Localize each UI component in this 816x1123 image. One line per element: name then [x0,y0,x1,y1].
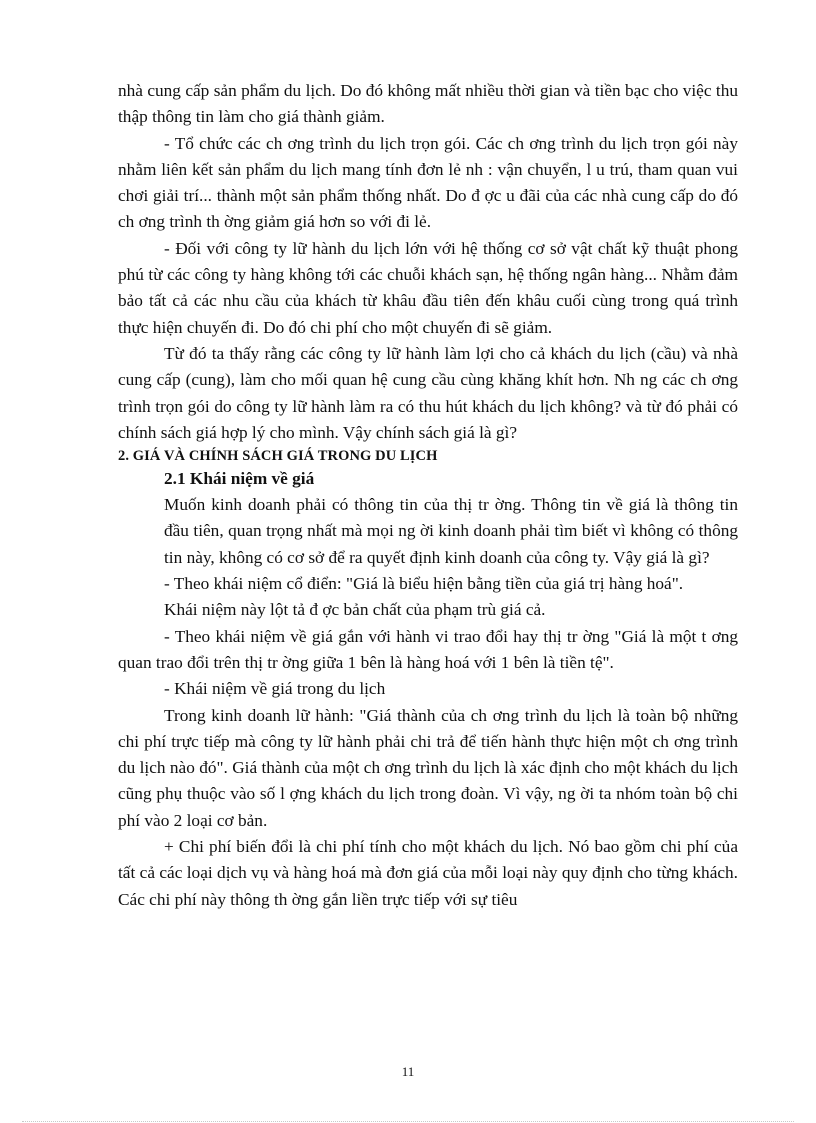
paragraph-tour-operation: Trong kinh doanh lữ hành: "Giá thành của ch ơng trình du lịch là toàn bộ những chi phí trực tiếp mà công ty lữ hành phải chi trả để tiến hành thực hiện một ch ơng trình du lịch nào đó". Giá thành của một ch ơng trình du lịch là xác định cho một khách du lịch cũng phụ thuộc vào số l ợng khách du lịch trong đoàn. Vì vậy, ng ời ta nhóm toàn bộ chi phí vào 2 loại cơ bản. [118,705,738,830]
section-heading: 2. GIÁ VÀ CHÍNH SÁCH GIÁ TRONG DU LỊCH [118,448,438,465]
paragraph-package-tours: - Tổ chức các ch ơng trình du lịch trọn gói. Các ch ơng trình du lịch trọn gói này nhằm liên kết sản phẩm du lịch mang tính đơn lẻ nh : vận chuyển, l u trú, tham quan vui chơi giải trí... thành một sản phẩm thống nhất. Do đ ợc u đãi của các nhà cung cấp do đó ch ơng trình th ờng giảm giá hơn so với đi lẻ. [118,133,738,232]
page-number: 11 [401,1064,415,1079]
paragraph-exchange-definition: - Theo khái niệm về giá gắn với hành vi trao đổi hay thị tr ờng "Giá là một t ơng quan trao đổi trên thị tr ờng giữa 1 bên là hàng hoá với 1 bên là tiền tệ". [118,626,738,672]
paragraph-continuation: nhà cung cấp sản phẩm du lịch. Do đó không mất nhiều thời gian và tiền bạc cho việc thu thập thông tin làm cho giá thành giảm. [118,81,738,127]
subsection-heading: 2.1 Khái niệm về giá [164,469,315,489]
paragraph-tourism-definition: - Khái niệm về giá trong du lịch [164,679,386,699]
paragraph-large-companies: - Đối với công ty lữ hành du lịch lớn với hệ thống cơ sở vật chất kỹ thuật phong phú từ các công ty hàng không tới các chuỗi khách sạn, hệ thống ngân hàng... Nhằm đảm bảo tất cả các nhu cầu của khách từ khâu đầu tiên đến khâu cuối cùng trong quá trình thực hiện chuyến đi. Do đó chi phí cho một chuyến đi sẽ giảm. [118,238,738,337]
page-body [118,78,738,913]
paragraph-variable-costs: + Chi phí biến đổi là chi phí tính cho một khách du lịch. Nó bao gồm chi phí của tất cả các loại dịch vụ và hàng hoá mà đơn giá của mỗi loại này quy định cho từng khách. Các chi phí này thông th ờng gắn liền trực tiếp với sự tiêu [118,837,738,909]
paragraph-conclusion: Từ đó ta thấy rằng các công ty lữ hành làm lợi cho cả khách du lịch (cầu) và nhà cung cấp (cung), làm cho mối quan hệ cung cầu cùng khăng khít hơn. Nh ng các ch ơng trình trọn gói do công ty lữ hành làm ra có thu hút khách du lịch không? và từ đó phải có chính sách giá hợp lý cho mình. Vậy chính sách giá là gì? [118,343,738,442]
paragraph-price-info: Muốn kinh doanh phải có thông tin của thị tr ờng. Thông tin về giá là thông tin đầu tiên, quan trọng nhất mà mọi ng ời kinh doanh phải tìm biết vì không có thông tin này, không có cơ sở để ra quyết định kinh doanh của công ty. Vậy giá là gì? [164,495,738,567]
page-bottom-divider [22,1121,794,1122]
paragraph-classic-definition: - Theo khái niệm cổ điển: "Giá là biểu hiện bằng tiền của giá trị hàng hoá". [164,574,684,594]
paragraph-definition-note: Khái niệm này lột tả đ ợc bản chất của phạm trù giá cả. [164,600,546,620]
